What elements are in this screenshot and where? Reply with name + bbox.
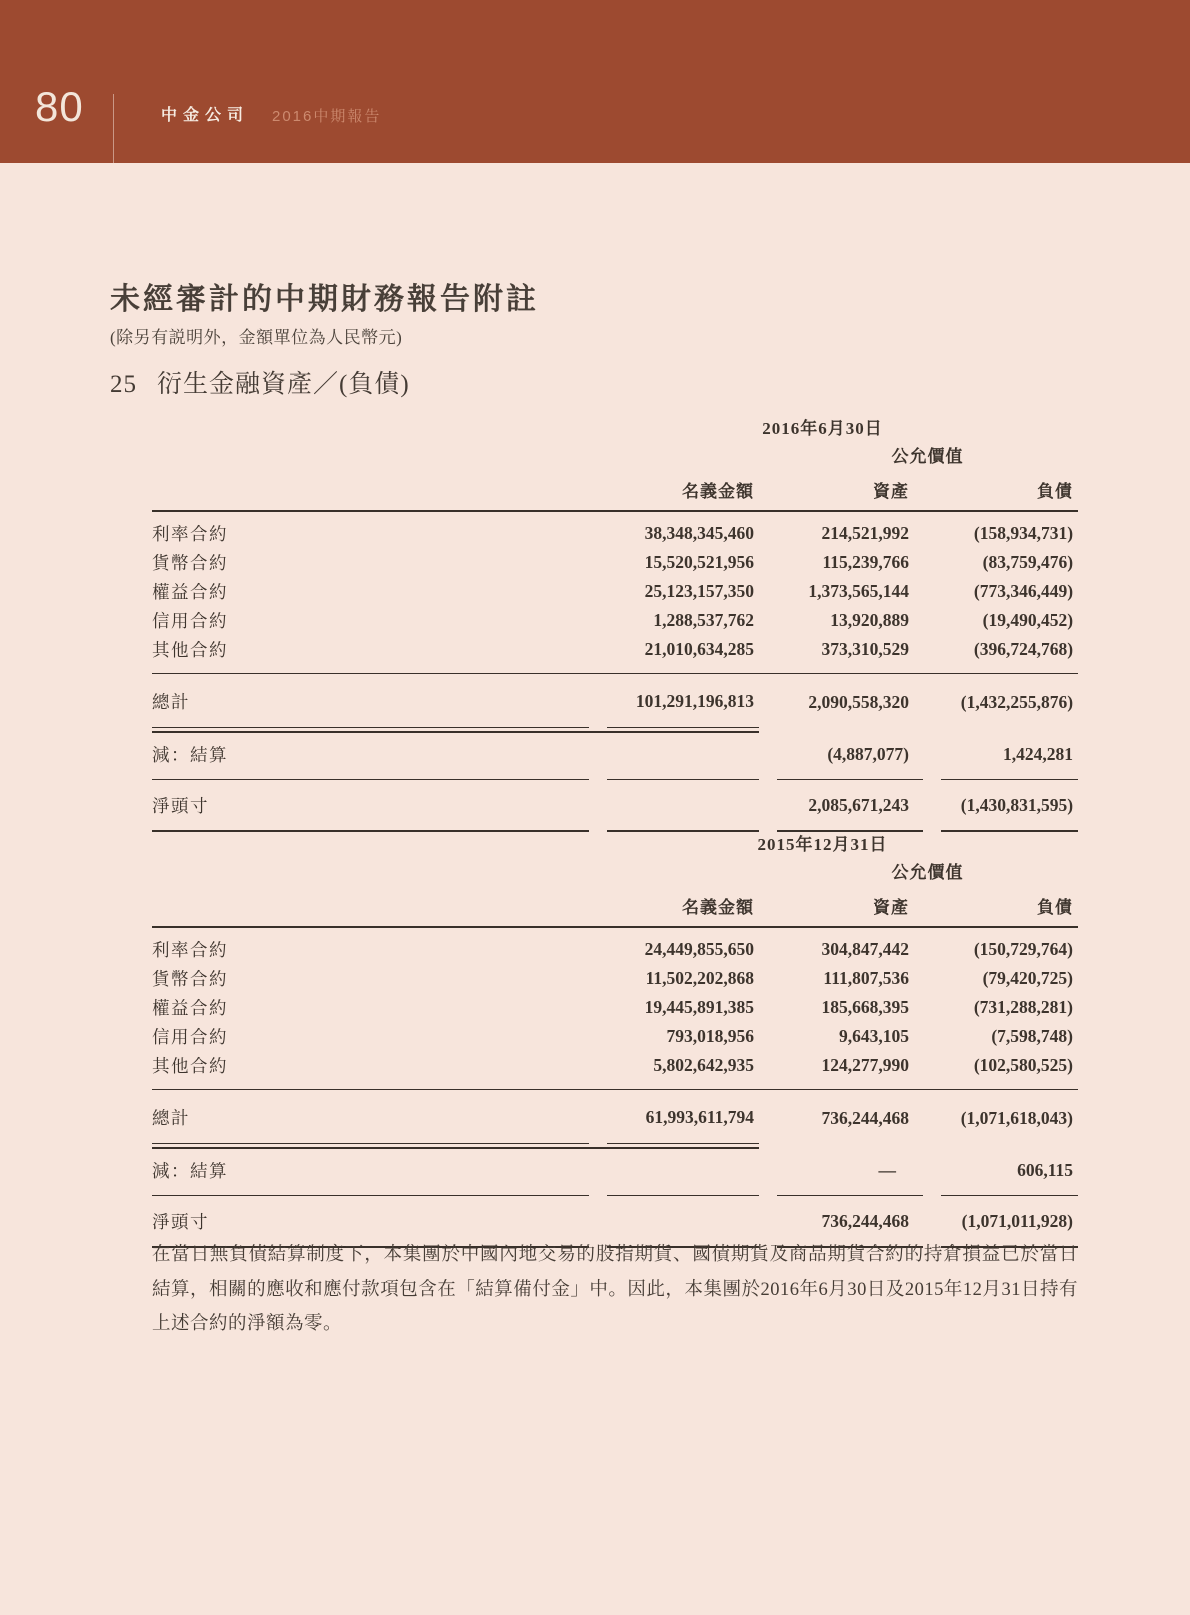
table-row (152, 855, 1078, 884)
notional-value: 15,520,521,956 (644, 552, 754, 572)
liabilities-value: (773,346,449) (973, 581, 1074, 601)
notional-settlement (607, 1144, 759, 1196)
table-row (152, 512, 1078, 548)
notional-settlement (607, 728, 759, 780)
page-title: 未經審計的中期財務報告附註 (110, 283, 539, 316)
table-date: 2016年6月30日 (762, 419, 883, 438)
total-row (152, 1090, 1078, 1144)
table-row (152, 964, 1078, 993)
assets-value: 1,373,565,144 (808, 581, 909, 601)
liabilities-value: (79,420,725) (982, 968, 1073, 988)
table-row (152, 548, 1078, 577)
table-row (152, 606, 1078, 635)
liabilities-value: (396,724,768) (941, 635, 1078, 674)
table-row (152, 1022, 1078, 1051)
row-label: 總計 (152, 1090, 589, 1144)
row-label: 貨幣合約 (152, 553, 228, 573)
total-row (152, 674, 1078, 728)
liabilities-value: (150,729,764) (973, 939, 1073, 959)
row-label: 減：結算 (152, 1144, 589, 1196)
section-heading (110, 364, 410, 400)
table-header-row (152, 884, 1078, 928)
row-label: 信用合約 (152, 1027, 228, 1047)
page-number: 80 (35, 83, 84, 130)
page-header-band (0, 0, 1190, 163)
table-row (152, 828, 1078, 855)
notional-total: 101,291,196,813 (607, 674, 759, 728)
table-row (152, 412, 1078, 439)
assets-total: 2,090,558,320 (808, 691, 909, 712)
liabilities-value: (102,580,525) (941, 1051, 1078, 1090)
section-title: 衍生金融資產／(負債) (157, 371, 410, 398)
table-row (152, 439, 1078, 468)
column-header-notional: 名義金額 (607, 468, 759, 512)
liabilities-value: (83,759,476) (982, 552, 1074, 572)
row-label: 其他合約 (152, 635, 589, 674)
assets-value: 9,643,105 (839, 1026, 909, 1046)
page-subtitle: (除另有説明外，金額單位為人民幣元) (110, 328, 403, 347)
liabilities-total: (1,071,618,043) (960, 1107, 1073, 1128)
notional-value: 1,288,537,762 (653, 610, 754, 630)
liabilities-settlement: 1,424,281 (941, 728, 1078, 780)
liabilities-value: (7,598,748) (991, 1026, 1073, 1046)
notional-value: 11,502,202,868 (645, 968, 754, 988)
assets-settlement: — (777, 1144, 923, 1196)
company-name: 中金公司 (161, 107, 250, 124)
assets-value: 373,310,529 (777, 635, 923, 674)
footnote-paragraph: 在當日無負債結算制度下，本集團於中國內地交易的股指期貨、國債期貨及商品期貨合約的持倉損益已於當日結算，相關的應收和應付款項包含在「結算備付金」中。因此，本集團於2016年6月30日及2015年12月31日持有上述合約的淨額為零。 (152, 1245, 1078, 1334)
fair-value-group-header: 公允價值 (891, 863, 964, 882)
settlement-row (152, 728, 1078, 780)
assets-value: 124,277,990 (777, 1051, 923, 1090)
notional-value: 24,449,855,650 (644, 939, 754, 959)
table-row (152, 928, 1078, 964)
settlement-row (152, 1144, 1078, 1196)
assets-value: 304,847,442 (821, 939, 909, 959)
assets-total: 736,244,468 (821, 1107, 909, 1128)
row-label: 總計 (152, 674, 589, 728)
column-header-liabilities: 負債 (941, 468, 1078, 512)
liabilities-value: (731,288,281) (973, 997, 1073, 1017)
row-label: 其他合約 (152, 1051, 589, 1090)
row-label: 淨頭寸 (152, 780, 589, 832)
table-date: 2015年12月31日 (757, 835, 888, 854)
assets-value: 185,668,395 (821, 997, 909, 1017)
liabilities-net: (1,430,831,595) (941, 780, 1078, 832)
notional-value: 19,445,891,385 (644, 997, 754, 1017)
column-header-liabilities: 負債 (941, 884, 1078, 928)
row-label: 減：結算 (152, 728, 589, 780)
liabilities-value: (158,934,731) (973, 523, 1074, 543)
liabilities-net: (1,071,011,928) (941, 1196, 1078, 1248)
section-number: 25 (110, 371, 137, 398)
column-header-assets: 資產 (777, 884, 923, 928)
notional-value: 38,348,345,460 (644, 523, 754, 543)
assets-net: 736,244,468 (777, 1196, 923, 1248)
header-divider (113, 94, 114, 163)
table-row (152, 993, 1078, 1022)
assets-value: 13,920,889 (830, 610, 909, 630)
row-label: 利率合約 (152, 524, 228, 544)
derivatives-table-2016 (152, 412, 1078, 832)
notional-net (607, 780, 759, 832)
notional-value: 25,123,157,350 (644, 581, 754, 601)
column-header-notional: 名義金額 (607, 884, 759, 928)
liabilities-total: (1,432,255,876) (960, 691, 1074, 712)
net-position-row (152, 780, 1078, 832)
assets-value: 214,521,992 (821, 523, 909, 543)
table-row (152, 577, 1078, 606)
row-label: 權益合約 (152, 998, 228, 1018)
row-label: 淨頭寸 (152, 1196, 589, 1248)
notional-value: 21,010,634,285 (607, 635, 759, 674)
liabilities-settlement: 606,115 (941, 1144, 1078, 1196)
derivatives-table-2015 (152, 828, 1078, 1248)
notional-total: 61,993,611,794 (607, 1090, 759, 1144)
assets-settlement: (4,887,077) (777, 728, 923, 780)
notional-value: 5,802,642,935 (607, 1051, 759, 1090)
table-header-row (152, 468, 1078, 512)
row-label: 貨幣合約 (152, 969, 228, 989)
column-header-assets: 資產 (777, 468, 923, 512)
row-label: 權益合約 (152, 582, 228, 602)
row-label: 利率合約 (152, 940, 228, 960)
table-row (152, 635, 1078, 674)
assets-value: 115,239,766 (822, 552, 909, 572)
table-row (152, 1051, 1078, 1090)
assets-value: 111,807,536 (823, 968, 909, 988)
notional-value: 793,018,956 (666, 1026, 754, 1046)
row-label: 信用合約 (152, 611, 228, 631)
assets-net: 2,085,671,243 (777, 780, 923, 832)
liabilities-value: (19,490,452) (982, 610, 1074, 630)
report-title: 2016中期報告 (272, 108, 382, 125)
fair-value-group-header: 公允價值 (891, 447, 964, 466)
